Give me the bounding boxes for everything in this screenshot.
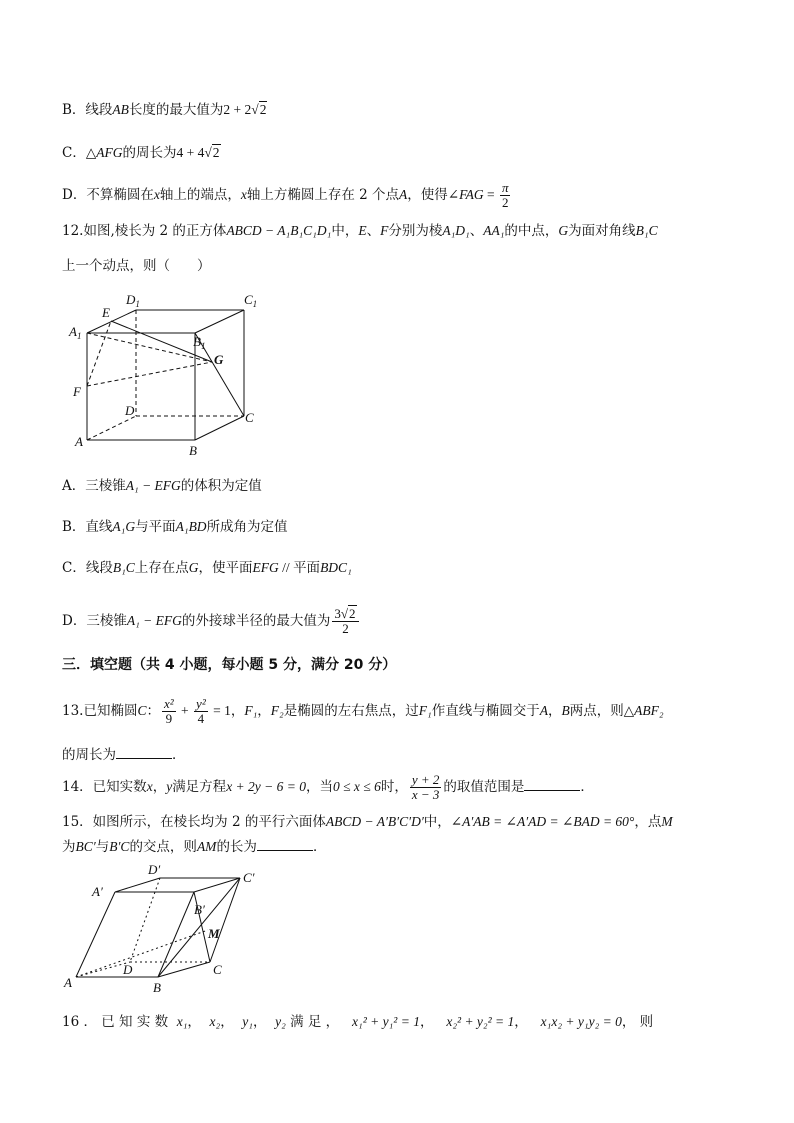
text: 满足方程 [172, 779, 227, 795]
text: ， 则 [621, 1014, 654, 1030]
text: ． [172, 747, 186, 763]
text: C． [62, 145, 86, 161]
math: x₁² + y₁² = 1 [352, 1014, 420, 1029]
q11-option-c: C．△AFG的周长为4 + 4√2 [62, 145, 220, 161]
q15-line1 [62, 812, 673, 832]
text: 两点，则△ [569, 703, 635, 719]
math: F₁ [418, 703, 432, 718]
math: 0 ≤ x ≤ 6 [333, 779, 381, 794]
math: x₁x₂ + y₁y₂ = 0 [540, 1014, 622, 1029]
text: 的取值范围是 [443, 779, 525, 795]
label-a: A [64, 975, 72, 990]
fraction [410, 773, 442, 802]
q16-line [62, 1012, 653, 1032]
text: ， [252, 1014, 267, 1030]
text: 长度的最大值为 [128, 102, 224, 118]
math: A₁G [112, 519, 136, 534]
q12-option-a [62, 476, 262, 496]
label-b: B [153, 980, 161, 995]
text: ，使得∠ [407, 187, 460, 203]
text: B．直线 [62, 519, 113, 535]
text: 作直线与椭圆交于 [431, 703, 540, 719]
q14-line [62, 770, 594, 804]
text: 与平面 [135, 519, 176, 535]
answer-blank [116, 744, 172, 759]
label-bp: B′ [194, 902, 205, 917]
denominator: x − 3 [411, 787, 440, 802]
text: 平面 [293, 560, 321, 576]
math: y₁ [242, 1014, 253, 1029]
math: M [661, 814, 673, 829]
label-c: C [213, 962, 222, 977]
text: 的周长为 [122, 145, 177, 161]
cube-figure [62, 290, 272, 460]
text: 上存在点 [134, 560, 189, 576]
math: 2 + 2 [223, 102, 252, 117]
label-c1: $C_1$ [244, 292, 258, 309]
numerator: 3 [334, 606, 341, 621]
label-cp: C′ [243, 870, 255, 885]
text: 12.如图,棱长为 2 的正方体 [62, 223, 227, 239]
text: ， [152, 779, 167, 795]
q12-option-d [62, 604, 361, 638]
fraction [194, 697, 208, 726]
numerator: y² [196, 696, 206, 711]
text: 轴上方椭圆上存在 2 个点 [246, 187, 399, 203]
math: x [240, 187, 247, 202]
text: D．三棱锥 [62, 613, 127, 629]
math: C [137, 703, 147, 718]
text: 分别为棱 [388, 223, 443, 239]
text: 14．已知实数 [62, 779, 147, 795]
fraction [162, 697, 176, 726]
math: G [558, 223, 569, 238]
math: A₁ − EFG [126, 613, 182, 628]
label-g: G [214, 352, 224, 367]
label-a: A [75, 434, 83, 449]
text: 的中点， [504, 223, 559, 239]
text: 所成角为定值 [206, 519, 288, 535]
math: x [146, 779, 153, 794]
math: △ [85, 145, 97, 160]
math: B₁C [112, 560, 135, 575]
math: x₁ [176, 1014, 188, 1029]
text: 的交点，则 [129, 839, 197, 855]
text: 的长为 [216, 839, 257, 855]
text: ， [419, 1014, 434, 1030]
math: x [153, 187, 160, 202]
math: B₁C [635, 223, 658, 238]
label-d: D [123, 962, 133, 977]
numerator: x² [164, 696, 174, 711]
q13-line1 [62, 694, 664, 728]
math: A₁BD [175, 519, 207, 534]
text: 、 [469, 223, 484, 239]
text: 的体积为定值 [180, 478, 262, 494]
denominator: 2 [342, 621, 349, 636]
text: 是椭圆的左右焦点，过 [283, 703, 419, 719]
text: B．线段 [62, 102, 113, 118]
text: 中， [423, 814, 451, 830]
text: ，当 [306, 779, 334, 795]
label-f: F [73, 384, 81, 399]
math: y₂ [275, 1014, 286, 1029]
text: ． [580, 779, 594, 795]
label-m: M [208, 926, 220, 941]
math: = 1 [209, 703, 231, 718]
math: F₂ [270, 703, 284, 718]
math: x + 2y − 6 = 0 [226, 779, 307, 794]
math: B [561, 703, 570, 718]
text: 满 足 ， [290, 1014, 340, 1030]
text: 与 [95, 839, 110, 855]
q12-option-c [62, 558, 352, 578]
text: ，使平面 [198, 560, 253, 576]
math: AFG [96, 145, 123, 160]
text: ， [547, 703, 562, 719]
math: A₁D₁ [442, 223, 470, 238]
math: 4 + 4 [176, 145, 205, 160]
math: E [358, 223, 367, 238]
numerator: y + 2 [411, 772, 440, 787]
section-title: 三．填空题（共 4 小题，每小题 5 分，满分 20 分） [62, 657, 397, 673]
q13-line2 [62, 744, 186, 765]
text: 16 ． 已 知 实 数 [62, 1014, 169, 1030]
label-dp: D′ [148, 862, 161, 877]
answer-blank [257, 836, 313, 851]
text: 15．如图所示，在棱长均为 2 的平行六面体 [62, 814, 326, 830]
label-a1: $A_1$ [69, 324, 82, 341]
math: ABCD − A₁B₁C₁D₁ [226, 223, 332, 238]
q12-option-b [62, 517, 288, 537]
math: ABF₂ [634, 703, 664, 718]
text: ， [257, 703, 271, 719]
math: y [166, 779, 173, 794]
text: 、 [366, 223, 381, 239]
text: 为 [62, 839, 76, 855]
label-b: B [189, 443, 197, 458]
math-sqrt: 2 [259, 102, 267, 117]
text: ，点 [634, 814, 662, 830]
math: A₁ − EFG [125, 478, 181, 493]
math: BDC₁ [320, 560, 352, 575]
math: AM [196, 839, 217, 854]
label-d1: $D_1$ [126, 292, 140, 309]
label-ap: A′ [92, 884, 103, 899]
text: 的外接球半径的最大值为 [181, 613, 331, 629]
text: 时， [380, 779, 408, 795]
math-sqrt: 2 [349, 606, 356, 621]
math: B′C [109, 839, 130, 854]
numerator: π [501, 180, 509, 195]
math: FAG [459, 187, 484, 202]
text: D．不算椭圆在 [62, 187, 154, 203]
math: ABCD − A′B′C′D′ [325, 814, 424, 829]
math: A [399, 187, 408, 202]
text: 为面对角线 [568, 223, 636, 239]
math: A [539, 703, 548, 718]
math: F₁ [244, 703, 258, 718]
label-c: C [245, 410, 254, 425]
math: F [380, 223, 389, 238]
text: ， [220, 1014, 234, 1030]
denominator: 4 [197, 711, 205, 726]
math: AB [112, 102, 129, 117]
text: 轴上的端点， [159, 187, 241, 203]
q11-option-d [62, 180, 512, 210]
math: EFG [252, 560, 279, 575]
math: AA₁ [483, 223, 505, 238]
text: 中， [331, 223, 359, 239]
parallelepiped-figure [60, 862, 270, 1002]
denominator: 2 [501, 195, 509, 210]
math: x₂² + y₂² = 1 [446, 1014, 515, 1029]
q12-stem-line2: 上一个动点，则（ ） [62, 258, 211, 274]
text: 13.已知椭圆 [62, 703, 138, 719]
q12-stem-line1 [62, 221, 658, 241]
label-b1: $B_1$ [193, 334, 206, 351]
math: + [177, 703, 193, 718]
fraction [500, 181, 511, 210]
text: A．三棱锥 [62, 478, 126, 494]
text: ： [146, 703, 160, 719]
text: ， [514, 1014, 528, 1030]
text: ， [187, 1014, 201, 1030]
text: 的周长为 [62, 747, 116, 763]
math: x₂ [209, 1014, 221, 1029]
text: C．线段 [62, 560, 113, 576]
math-sqrt: 2 [212, 145, 220, 160]
math: = [483, 187, 498, 202]
math: ∠A′AB = ∠A′AD = ∠BAD = 60° [450, 814, 635, 829]
label-e: E [102, 305, 110, 320]
answer-blank [524, 776, 580, 791]
math: // [278, 560, 294, 575]
math: G [188, 560, 199, 575]
q15-line2 [62, 836, 326, 857]
label-d: D [125, 403, 135, 418]
text: ， [230, 703, 245, 719]
fraction: $\frac{3√2}{2}$ [332, 607, 358, 636]
denominator: 9 [165, 711, 173, 726]
math: BC′ [75, 839, 96, 854]
text: ． [312, 839, 327, 855]
q11-option-b: B．线段AB长度的最大值为2 + 2√2 [62, 102, 267, 118]
